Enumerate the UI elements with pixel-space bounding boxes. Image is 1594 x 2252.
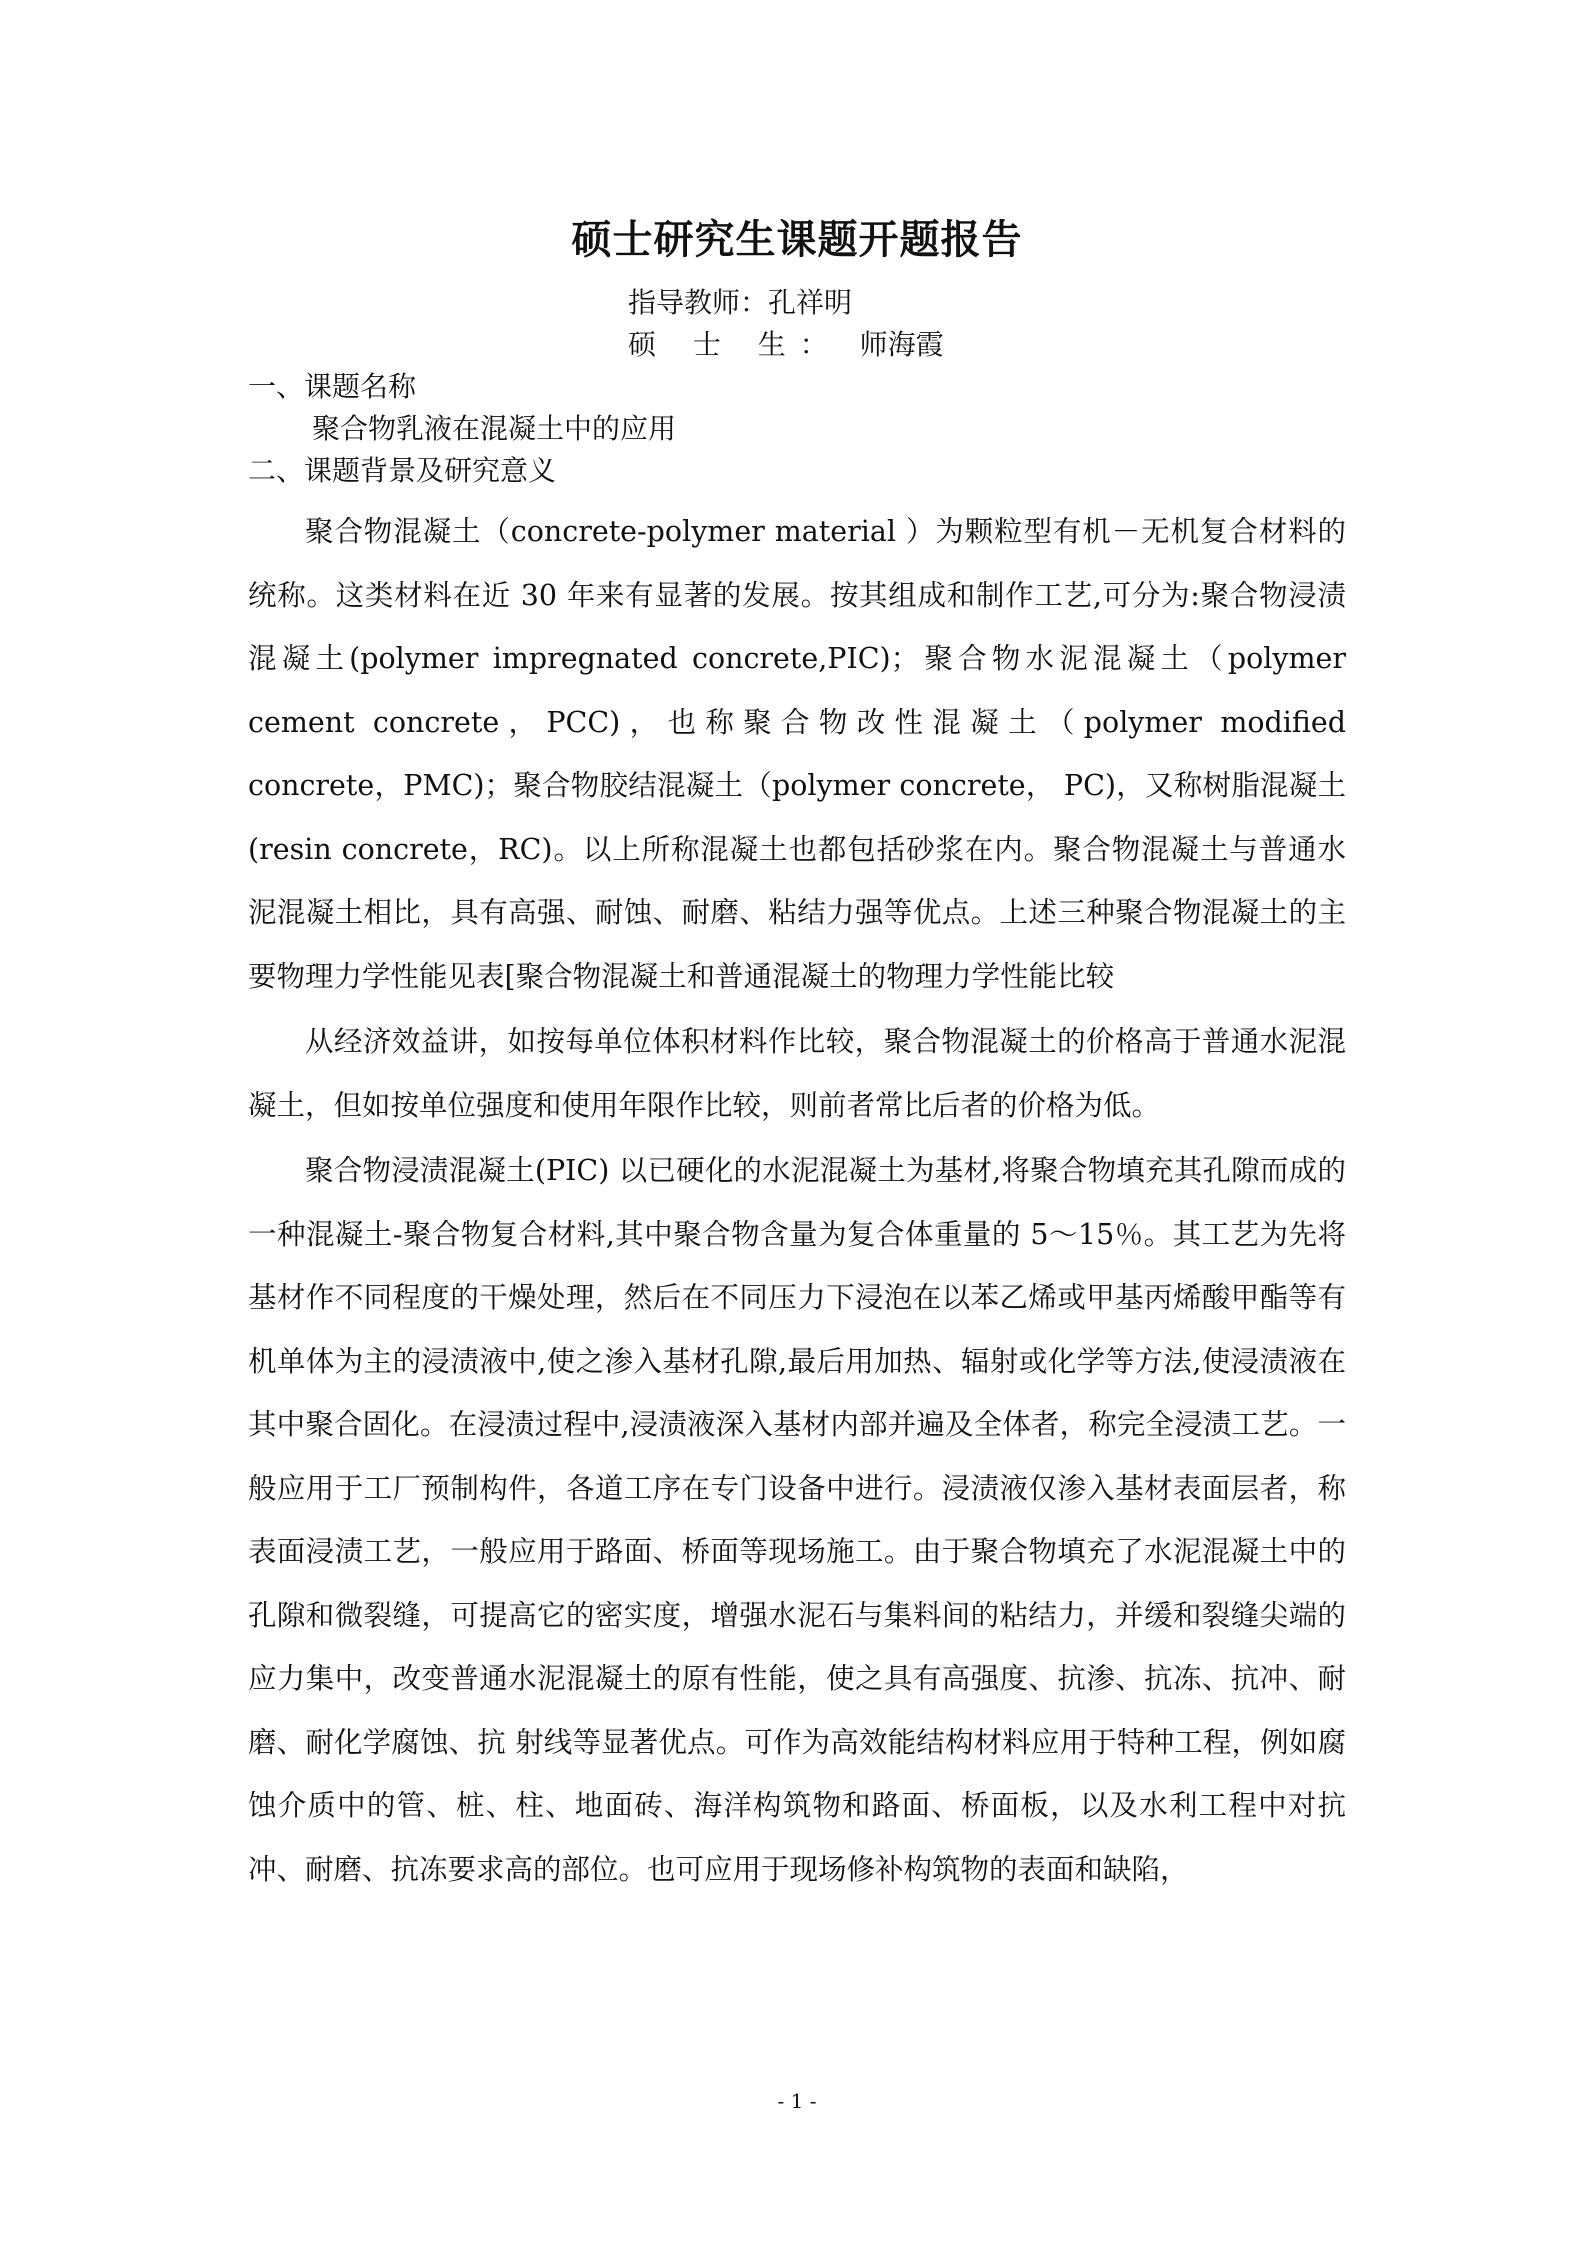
- advisor-line: [628, 283, 852, 323]
- paragraph: 从经济效益讲，如按每单位体积材料作比较，聚合物混凝土的价格高于普通水泥混凝土，但如按单位强度和使用年限作比较，则前者常比后者的价格为低。: [248, 1025, 1346, 1122]
- student-label: 硕 士 生：: [628, 328, 842, 361]
- topic-name: 聚合物乳液在混凝土中的应用: [312, 412, 677, 445]
- section-heading-topic: 一、课题名称: [248, 370, 417, 403]
- page-number: - 1 -: [777, 2089, 817, 2113]
- paragraph: 聚合物混凝土（concrete-polymer material ）为颗粒型有机－无机复合材料的统称。这类材料在近 30 年来有显著的发展。按其组成和制作工艺,可分为:聚合物浸渍混凝土(polymer impregnated concrete,PIC)；聚合物水泥混凝土（polymer cement concrete，PCC)，也称聚合物改性混凝土（polymer modified concrete，PMC)；聚合物胶结混凝土（polymer concrete， PC)，又称树脂混凝土(resin concrete，RC)。以上所称混凝土也都包括砂浆在内。聚合物混凝土与普通水泥混凝土相比，具有高强、耐蚀、耐磨、粘结力强等优点。上述三种聚合物混凝土的主要物理力学性能见表[聚合物混凝土和普通混凝土的物理力学性能比较: [248, 515, 1346, 993]
- paragraph: 聚合物浸渍混凝土(PIC) 以已硬化的水泥混凝土为基材,将聚合物填充其孔隙而成的一种混凝土-聚合物复合材料,其中聚合物含量为复合体重量的 5～15％。其工艺为先将基材作不同程度的干燥处理，然后在不同压力下浸泡在以苯乙烯或甲基丙烯酸甲酯等有机单体为主的浸渍液中,使之渗入基材孔隙,最后用加热、辐射或化学等方法,使浸渍液在其中聚合固化。在浸渍过程中,浸渍液深入基材内部并遍及全体者，称完全浸渍工艺。一般应用于工厂预制构件，各道工序在专门设备中进行。浸渍液仅渗入基材表面层者，称表面浸渍工艺，一般应用于路面、桥面等现场施工。由于聚合物填充了水泥混凝土中的孔隙和微裂缝，可提高它的密实度，增强水泥石与集料间的粘结力，并缓和裂缝尖端的应力集中，改变普通水泥混凝土的原有性能，使之具有高强度、抗渗、抗冻、抗冲、耐磨、耐化学腐蚀、抗 射线等显著优点。可作为高效能结构材料应用于特种工程，例如腐蚀介质中的管、桩、柱、地面砖、海洋构筑物和路面、桥面板，以及水利工程中对抗冲、耐磨、抗冻要求高的部位。也可应用于现场修补构筑物的表面和缺陷，: [248, 1154, 1346, 1886]
- section-heading-background: 二、课题背景及研究意义: [248, 454, 557, 487]
- advisor-label: 指导教师：: [628, 286, 769, 319]
- body-text: [248, 500, 1346, 1903]
- page-title: 硕士研究生课题开题报告: [571, 217, 1023, 263]
- student-name: 师海霞: [859, 328, 944, 361]
- advisor-name: 孔祥明: [768, 286, 853, 319]
- student-line: [628, 325, 944, 365]
